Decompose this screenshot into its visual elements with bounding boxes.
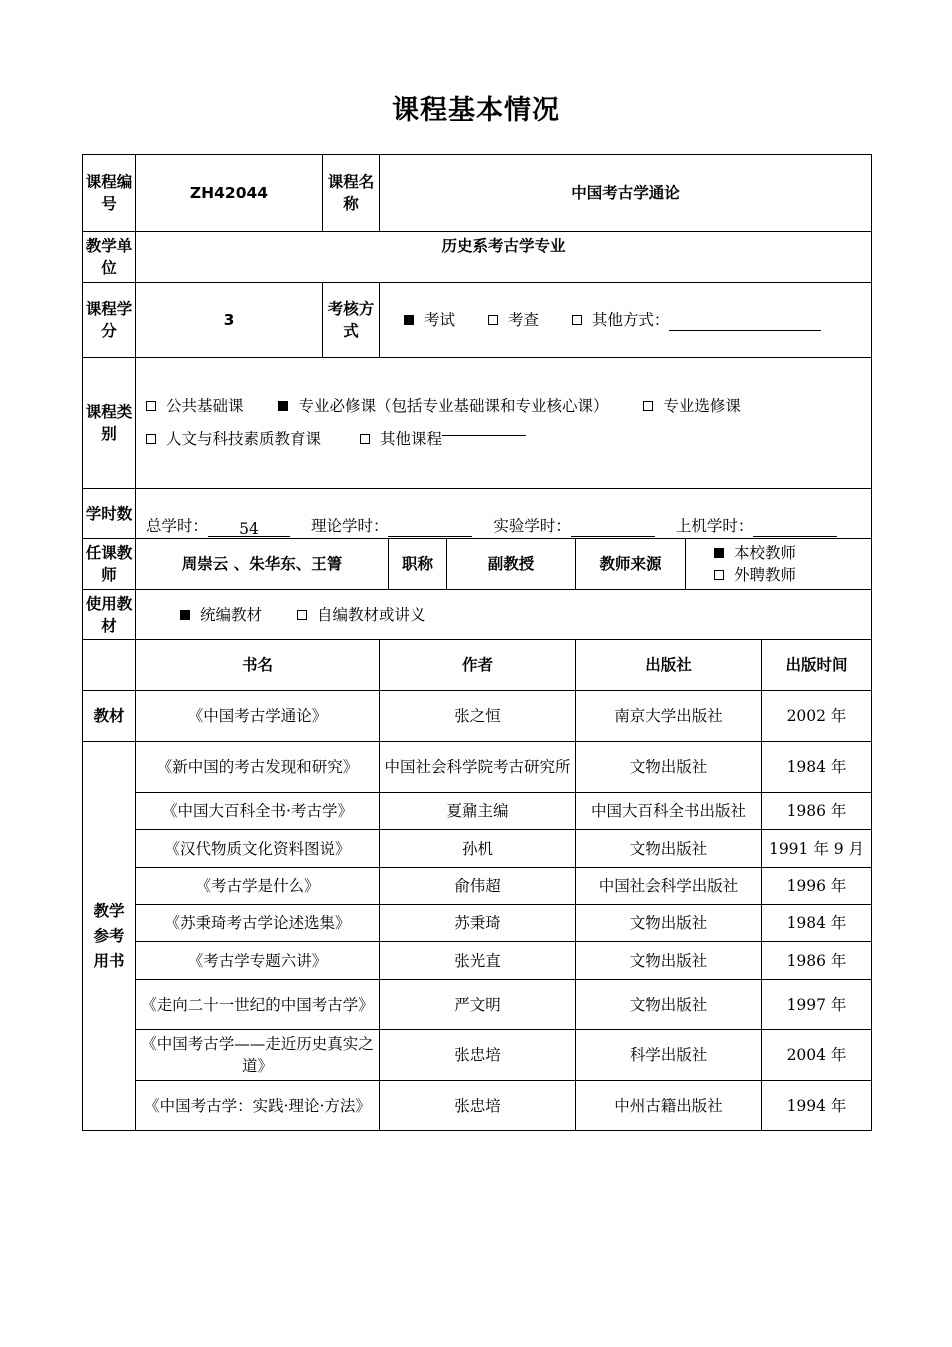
source-internal[interactable]: 本校教师 xyxy=(714,542,867,564)
ref-author: 张光直 xyxy=(380,942,576,980)
textbook-date: 2002 年 xyxy=(762,691,872,742)
ref-author: 苏秉琦 xyxy=(380,905,576,942)
ref-publisher: 文物出版社 xyxy=(576,905,762,942)
header-date: 出版时间 xyxy=(762,640,872,691)
material-unified[interactable]: 统编教材 xyxy=(180,604,262,626)
checkbox-icon xyxy=(146,401,156,411)
table-row xyxy=(83,1081,872,1131)
textbook-publisher: 南京大学出版社 xyxy=(576,691,762,742)
material-options xyxy=(136,590,872,640)
checkbox-icon xyxy=(488,315,498,325)
checkbox-checked-icon xyxy=(714,548,724,558)
textbook-row xyxy=(83,691,872,742)
header-publisher: 出版社 xyxy=(576,640,762,691)
lab-hours: 实验学时： xyxy=(493,515,655,537)
ref-publisher: 科学出版社 xyxy=(576,1030,762,1081)
ref-title: 《中国考古学——走近历史真实之道》 xyxy=(136,1030,380,1081)
ref-date: 1986 年 xyxy=(762,942,872,980)
assess-other-blank[interactable] xyxy=(669,312,821,331)
course-code-label: 课程编号 xyxy=(83,155,136,232)
ref-publisher: 中国大百科全书出版社 xyxy=(576,793,762,830)
checkbox-checked-icon xyxy=(278,401,288,411)
category-elective[interactable]: 专业选修课 xyxy=(643,397,741,415)
course-code: ZH42044 xyxy=(136,155,323,232)
ref-title: 《走向二十一世纪的中国考古学》 xyxy=(136,980,380,1030)
ref-publisher: 文物出版社 xyxy=(576,980,762,1030)
ref-author: 孙机 xyxy=(380,830,576,868)
assess-label: 考核方式 xyxy=(323,283,380,358)
material-self[interactable]: 自编教材或讲义 xyxy=(297,606,426,624)
table-row xyxy=(83,830,872,868)
ref-author: 严文明 xyxy=(380,980,576,1030)
ref-date: 1986 年 xyxy=(762,793,872,830)
category-humanities[interactable]: 人文与科技素质教育课 xyxy=(146,423,321,456)
teacher-source-options xyxy=(686,539,872,590)
assess-option-exam[interactable]: 考试 xyxy=(404,309,455,331)
theory-hours-blank[interactable] xyxy=(388,518,472,537)
ref-author: 张忠培 xyxy=(380,1081,576,1131)
textbook-author: 张之恒 xyxy=(380,691,576,742)
ref-author: 俞伟超 xyxy=(380,868,576,905)
theory-hours: 理论学时： xyxy=(311,515,473,537)
computer-hours: 上机学时： xyxy=(676,515,838,537)
ref-date: 1991 年 9 月 xyxy=(762,830,872,868)
ref-title: 《苏秉琦考古学论述选集》 xyxy=(136,905,380,942)
course-info-table xyxy=(82,154,872,1131)
ref-publisher: 文物出版社 xyxy=(576,942,762,980)
checkbox-icon xyxy=(643,401,653,411)
teacher-label: 任课教师 xyxy=(83,539,136,590)
checkbox-icon xyxy=(146,434,156,444)
header-author: 作者 xyxy=(380,640,576,691)
category-other-blank[interactable] xyxy=(442,427,526,436)
ref-author: 张忠培 xyxy=(380,1030,576,1081)
ref-date: 1984 年 xyxy=(762,905,872,942)
ref-date: 1994 年 xyxy=(762,1081,872,1131)
hours-fields xyxy=(136,489,872,539)
table-row xyxy=(83,1030,872,1081)
material-label: 使用教材 xyxy=(83,590,136,640)
header-title: 书名 xyxy=(136,640,380,691)
lab-hours-blank[interactable] xyxy=(571,518,655,537)
checkbox-icon xyxy=(572,315,582,325)
course-name: 中国考古学通论 xyxy=(380,155,872,232)
total-hours: 总学时： 54 xyxy=(146,515,290,537)
references-label: 教学参考用书 xyxy=(83,742,136,1131)
ref-author: 中国社会科学院考古研究所 xyxy=(380,742,576,793)
ref-date: 2004 年 xyxy=(762,1030,872,1081)
category-label: 课程类别 xyxy=(83,358,136,489)
table-row xyxy=(83,942,872,980)
checkbox-checked-icon xyxy=(404,315,414,325)
category-other[interactable]: 其他课程 xyxy=(360,430,442,448)
ref-title: 《考古学是什么》 xyxy=(136,868,380,905)
teacher-source-label: 教师来源 xyxy=(576,539,686,590)
header-blank xyxy=(83,640,136,691)
credit-value: 3 xyxy=(136,283,323,358)
ref-date: 1984 年 xyxy=(762,742,872,793)
ref-title: 《考古学专题六讲》 xyxy=(136,942,380,980)
teacher-names: 周崇云 、朱华东、王箐 xyxy=(136,539,389,590)
ref-publisher: 文物出版社 xyxy=(576,830,762,868)
ref-publisher: 文物出版社 xyxy=(576,742,762,793)
assess-option-check[interactable]: 考查 xyxy=(488,309,539,331)
ref-date: 1996 年 xyxy=(762,868,872,905)
table-row xyxy=(83,868,872,905)
source-external[interactable]: 外聘教师 xyxy=(714,564,867,586)
category-required[interactable]: 专业必修课（包括专业基础课和专业核心课） xyxy=(278,390,608,423)
page-title: 课程基本情况 xyxy=(392,95,560,126)
assess-option-other[interactable]: 其他方式： xyxy=(572,311,670,329)
checkbox-icon xyxy=(297,610,307,620)
checkbox-checked-icon xyxy=(180,610,190,620)
textbook-title: 《中国考古学通论》 xyxy=(136,691,380,742)
category-public-basic[interactable]: 公共基础课 xyxy=(146,390,244,423)
table-row xyxy=(83,905,872,942)
textbook-label: 教材 xyxy=(83,691,136,742)
ref-title: 《中国大百科全书·考古学》 xyxy=(136,793,380,830)
teacher-title: 副教授 xyxy=(447,539,576,590)
table-row xyxy=(83,742,872,793)
unit-label: 教学单位 xyxy=(83,232,136,283)
ref-title: 《汉代物质文化资料图说》 xyxy=(136,830,380,868)
credit-label: 课程学分 xyxy=(83,283,136,358)
ref-publisher: 中国社会科学出版社 xyxy=(576,868,762,905)
unit-value: 历史系考古学专业 xyxy=(136,232,872,283)
course-name-label: 课程名称 xyxy=(323,155,380,232)
total-hours-value[interactable]: 54 xyxy=(208,518,290,537)
table-row xyxy=(83,980,872,1030)
ref-title: 《中国考古学：实践·理论·方法》 xyxy=(136,1081,380,1131)
teacher-title-label: 职称 xyxy=(389,539,447,590)
checkbox-icon xyxy=(714,570,724,580)
computer-hours-blank[interactable] xyxy=(753,518,837,537)
hours-label: 学时数 xyxy=(83,489,136,539)
assess-options xyxy=(380,283,872,358)
ref-publisher: 中州古籍出版社 xyxy=(576,1081,762,1131)
ref-author: 夏鼐主编 xyxy=(380,793,576,830)
table-row xyxy=(83,793,872,830)
ref-date: 1997 年 xyxy=(762,980,872,1030)
checkbox-icon xyxy=(360,434,370,444)
category-options xyxy=(136,358,872,489)
ref-title: 《新中国的考古发现和研究》 xyxy=(136,742,380,793)
